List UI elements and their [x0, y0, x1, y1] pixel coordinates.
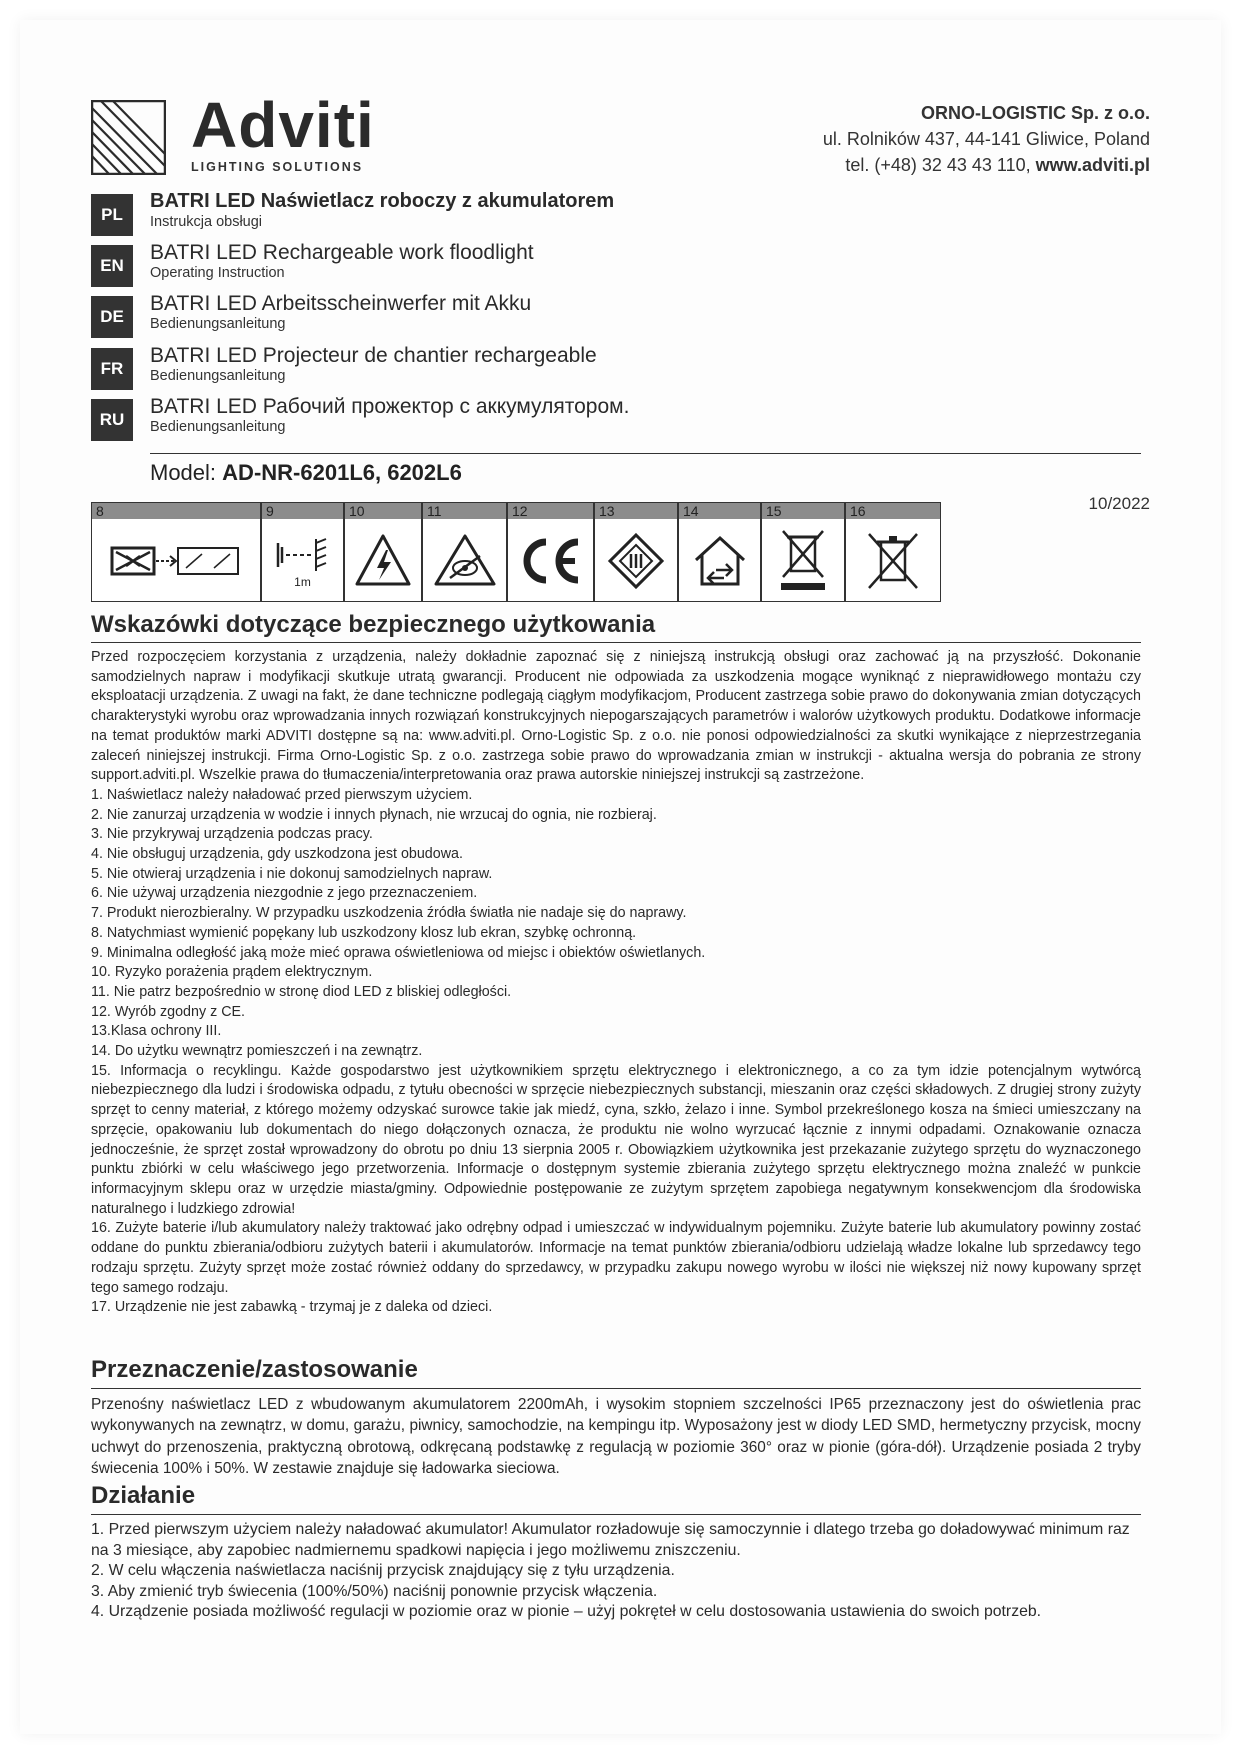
safety-intro: Przed rozpoczęciem korzystania z urządzenia, należy dokładnie zapoznać się z niniejszą instrukcją obsługi oraz zachować ją na przyszłość. Dokonanie samodzielnych napraw i modyfikacji skutkuje utratą gwarancji. Producent nie odpowiada za uszkodzenia mogące wyniknąć z nieprawidłowego montażu czy eksploatacji urządzenia. Z uwagi na fakt, że dane techniczne podlegają ciągłym modyfikacjom, Producent zastrzega sobie prawo do dokonywania zmian dotyczących charakterystyki wyrobu oraz wprowadzania innych rozwiązań konstrukcyjnych niepogarszających parametrów i walorów użytkowych produktu. Dodatkowe informacje na temat produktów marki ADVITI dostępne są na: www.adviti.pl. Orno-Logistic Sp. z o.o. nie ponosi odpowiedzialności za skutki wynikające z nieprzestrzegania zaleceń niniejszej instrukcji. Firma Orno-Logistic Sp. z o.o. zastrzega sobie prawo do wprowadzania zmian w instrukcji - aktualna wersja do pobrania ze strony support.adviti.pl. Wszelkie prawa do tłumaczenia/interpretowania oraz prawa autorskie niniejszej instrukcji są zastrzeżone. — [91, 649, 1141, 784]
symbol-table — [91, 502, 941, 602]
safety-item-batteries: 16. Zużyte baterie i/lub akumulatory należy traktować jako odrębny odpad i umieszczać w indywidualnym pojemniku. Zużyte baterie lub akumulatory powinny zostać oddane do punktu zbierania/odbioru zużytych baterii i akumulatorów. Informacje na temat punktów zbierania/odbioru udzielają władze lokalne lub sprzedawcy tego rodzaju sprzętu. Zużyty sprzęt może zostać również oddany do sprzedawcy, w przypadku zakupu nowego wyrobu w ilości nie większej niż nowy kupowany sprzęt tego samego rodzaju. — [91, 1220, 1141, 1296]
company-address: ul. Rolników 437, 44-141 Gliwice, Poland — [822, 129, 1150, 149]
header-divider — [150, 453, 1141, 454]
symbol-cell-8 — [91, 502, 261, 602]
safety-item: 7. Produkt nierozbieralny. W przypadku uszkodzenia źródła światła nie nadaje się do naprawy. — [91, 905, 687, 922]
language-badge: FR — [91, 348, 133, 390]
safety-heading: Wskazówki dotyczące bezpiecznego użytkowania — [91, 611, 656, 638]
language-subtitle: Instrukcja obsługi — [150, 214, 263, 230]
safety-item: 2. Nie zanurzaj urządzenia w wodzie i innych płynach, nie wrzucaj do ognia, nie rozbieraj. — [91, 806, 657, 823]
language-title: BATRI LED Arbeitsscheinwerfer mit Akku — [150, 292, 532, 315]
language-badge: EN — [91, 245, 133, 287]
safety-item: 3. Nie przykrywaj urządzenia podczas pracy. — [91, 826, 373, 843]
safety-item: 14. Do użytku wewnątrz pomieszczeń i na zewnątrz. — [91, 1043, 423, 1060]
indoor-outdoor-use-icon — [690, 532, 750, 590]
safety-item: 10. Ryzyko porażenia prądem elektrycznym. — [91, 964, 373, 981]
light-distance-icon — [106, 536, 246, 586]
symbol-cell-11 — [422, 502, 507, 602]
operation-body — [91, 1520, 1141, 1623]
language-row-en — [91, 241, 1141, 291]
language-subtitle: Bedienungsanleitung — [150, 419, 286, 435]
model-label: Model: — [150, 460, 217, 485]
logo-tagline: LIGHTING SOLUTIONS — [191, 160, 364, 174]
company-phone: tel. (+48) 32 43 43 110, — [845, 155, 1031, 175]
battery-disposal-bin-icon — [863, 530, 923, 592]
safety-heading-underline — [91, 642, 1141, 643]
protection-class-iii-icon — [606, 531, 666, 591]
symbol-number: 10 — [345, 503, 421, 519]
weee-bin-icon — [775, 527, 831, 595]
logo-mark-icon — [91, 100, 166, 175]
symbol-cell-15 — [761, 502, 845, 602]
company-info — [823, 100, 1150, 178]
symbol-number: 13 — [595, 503, 677, 519]
minimum-distance-caption: 1m — [294, 574, 311, 589]
language-title: BATRI LED Naświetlacz roboczy z akumulatorem — [150, 190, 615, 212]
symbol-number: 9 — [262, 503, 343, 519]
purpose-text: Przenośny naświetlacz LED z wbudowanym akumulatorem 2200mAh, i wysokim stopniem szczelności IP65 przeznaczony jest do oświetlenia prac wykonywanych na zewnątrz, w domu, garażu, piwnicy, samochodzie, na kempingu itp. Wyposażony jest w diody LED SMD, hermetyczny przycisk, mocny uchwyt do przenoszenia, praktyczną obrotową, odkręcaną podstawkę z regulacją w poziomie 360° oraz w pionie (góra-dół). Urządzenie posiada 2 tryby świecenia 100% i 50%. W zestawie znajduje się ładowarka sieciowa. — [91, 1396, 1141, 1477]
logo-wordmark: Adviti — [191, 89, 375, 161]
symbol-cell-14 — [678, 502, 761, 602]
company-contact — [823, 152, 1150, 178]
language-row-pl — [91, 190, 1141, 240]
language-row-ru — [91, 395, 1141, 445]
symbol-number: 15 — [762, 503, 844, 519]
language-title: BATRI LED Рабочий прожектор с аккумулятором. — [150, 395, 630, 418]
symbol-cell-9 — [261, 502, 344, 602]
operation-item: 1. Przed pierwszym użyciem należy naładować akumulator! Akumulator rozładowuje się samoczynnie i dlatego trzeba go doładowywać minimum raz na 3 miesiące, aby zapobiec nadmiernemu spadkowi napięcia i jego możliwemu zniszczeniu. — [91, 1521, 1130, 1559]
safety-section-body — [91, 648, 1141, 1318]
model-value: AD-NR-6201L6, 6202L6 — [222, 460, 462, 485]
language-subtitle: Bedienungsanleitung — [150, 368, 286, 384]
language-title: BATRI LED Rechargeable work floodlight — [150, 241, 534, 264]
language-subtitle: Bedienungsanleitung — [150, 316, 286, 332]
safety-item-toy: 17. Urządzenie nie jest zabawką - trzymaj je z daleka od dzieci. — [91, 1299, 493, 1316]
safety-item: 12. Wyrób zgodny z CE. — [91, 1003, 246, 1020]
symbol-number: 12 — [508, 503, 593, 519]
operation-item: 4. Urządzenie posiada możliwość regulacji w poziomie oraz w pionie – użyj pokręteł w celu dostosowania ustawienia do swoich potrzeb. — [91, 1603, 1042, 1620]
symbol-cell-13 — [594, 502, 678, 602]
document-date: 10/2022 — [1088, 494, 1150, 513]
operation-heading: Działanie — [91, 1482, 196, 1509]
symbol-number: 8 — [92, 503, 260, 519]
purpose-heading-underline — [91, 1388, 1141, 1389]
safety-item: 11. Nie patrz bezpośrednio w stronę diod LED z bliskiej odległości. — [91, 983, 512, 1000]
symbol-number: 14 — [679, 503, 760, 519]
safety-item: 9. Minimalna odległość jaką może mieć oprawa oświetleniowa od miejsc i obiektów oświetlanych. — [91, 944, 706, 961]
language-badge: PL — [91, 194, 133, 236]
model-line — [150, 460, 462, 486]
symbol-number: 16 — [846, 503, 940, 519]
purpose-heading: Przeznaczenie/zastosowanie — [91, 1356, 418, 1383]
operation-item: 2. W celu włączenia naświetlacza naciśnij przycisk znajdujący się z tyłu urządzenia. — [91, 1562, 675, 1579]
symbol-cell-10 — [344, 502, 422, 602]
ce-mark-icon — [518, 536, 584, 586]
safety-item: 1. Naświetlacz należy naładować przed pierwszym użyciem. — [91, 786, 473, 803]
language-row-fr — [91, 344, 1141, 394]
operation-item: 3. Aby zmienić tryb świecenia (100%/50%) naciśnij ponownie przycisk włączenia. — [91, 1582, 658, 1600]
do-not-look-at-led-icon — [432, 532, 498, 590]
safety-item-recycling: 15. Informacja o recyklingu. Każde gospodarstwo jest użytkownikiem sprzętu elektrycznego i elektronicznego, a co za tym idzie potencjalnym wytwórcą niebezpiecznego dla ludzi i środowiska odpadu, z tytułu obecności w sprzęcie niebezpiecznych substancji, mieszanin oraz części składowych. Z drugiej strony zużyty sprzęt to cenny materiał, z którego możemy odzyskać surowce takie jak miedź, cyna, szkło, żelazo i inne. Symbol przekreślonego kosza na śmieci umieszczany na sprzęcie, opakowaniu lub dokumentach do niego dołączonych oznacza, że produktu nie wolno wyrzucać łącznie z innymi odpadami. Oznakowanie oznacza jednocześnie, że sprzęt został wprowadzony do obrotu po dniu 13 sierpnia 2005 r. Obowiązkiem użytkownika jest przekazanie zużytego sprzętu do wyznaczonego punktu zbiórki w celu właściwego jego przetworzenia. Informacje o dostępnym systemie zbierania zużytego sprzętu elektrycznego można znaleźć w punkcie informacyjnym sklepu oraz w urzędzie miasta/gminy. Odpowiednie postępowanie ze zużytym sprzętem zapobiega negatywnym konsekwencjom dla środowiska naturalnego i ludzkiego zdrowia! — [91, 1062, 1141, 1217]
operation-heading-underline — [91, 1514, 1141, 1515]
company-website[interactable]: www.adviti.pl — [1035, 155, 1150, 175]
language-row-de — [91, 292, 1141, 342]
safety-item: 5. Nie otwieraj urządzenia i nie dokonuj samodzielnych napraw. — [91, 865, 493, 882]
safety-item: 6. Nie używaj urządzenia niezgodnie z jego przeznaczeniem. — [91, 885, 478, 902]
safety-item: 4. Nie obsługuj urządzenia, gdy uszkodzona jest obudowa. — [91, 846, 463, 863]
language-badge: RU — [91, 399, 133, 441]
safety-item: 8. Natychmiast wymienić popękany lub uszkodzony klosz lub ekran, szybkę ochronną. — [91, 924, 637, 941]
company-name: ORNO-LOGISTIC Sp. z o.o. — [921, 103, 1150, 123]
symbol-cell-16 — [845, 502, 941, 602]
symbol-number: 11 — [423, 503, 506, 519]
language-title: BATRI LED Projecteur de chantier rechargeable — [150, 344, 597, 367]
language-subtitle: Operating Instruction — [150, 265, 285, 281]
electric-shock-warning-icon — [353, 532, 413, 590]
minimum-distance-icon — [268, 533, 338, 577]
safety-item: 13.Klasa ochrony III. — [91, 1023, 222, 1040]
symbol-cell-12 — [507, 502, 594, 602]
language-badge: DE — [91, 296, 133, 338]
